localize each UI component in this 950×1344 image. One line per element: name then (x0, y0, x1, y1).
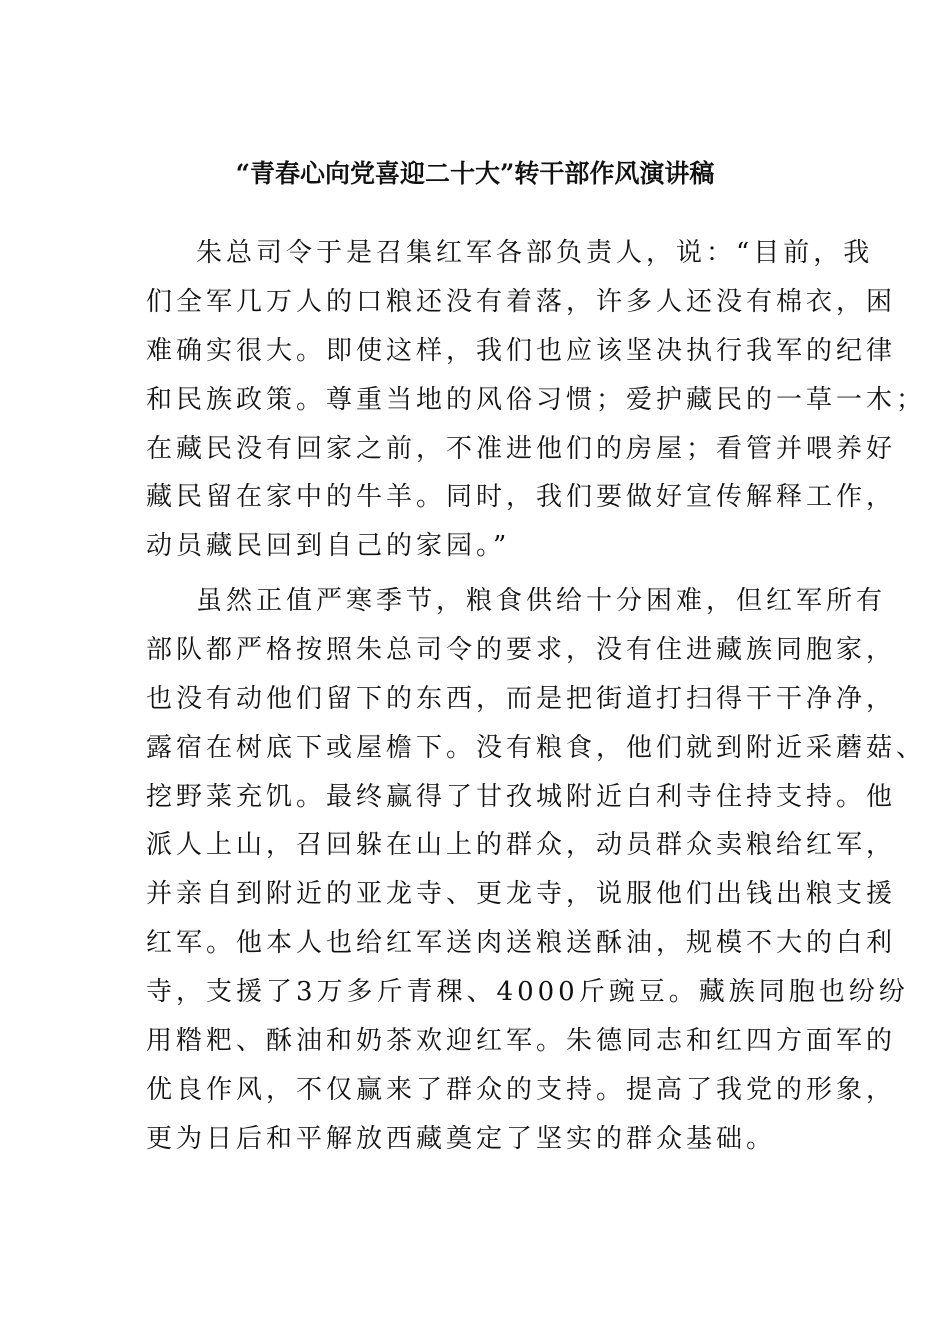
paragraph-line: 在藏民没有回家之前，不准进他们的房屋；看管并喂养好 (146, 433, 897, 464)
paragraph-line: 用糌粑、酥油和奶茶欢迎红军。朱德同志和红四方面军的 (146, 1026, 897, 1057)
paragraph-1 (146, 229, 927, 571)
paragraph-line: 优良作风，不仅赢来了群众的支持。提高了我党的形象， (146, 1074, 897, 1105)
paragraph-line: 朱总司令于是召集红军各部负责人，说：“目前，我 (196, 238, 874, 268)
paragraph-line: 难确实很大。即使这样，我们也应该坚决执行我军的纪律 (146, 335, 897, 366)
paragraph-2 (146, 577, 927, 1164)
paragraph-line: 部队都严格按照朱总司令的要求，没有住进藏族同胞家， (146, 634, 897, 665)
paragraph-line: 虽然正值严寒季节，粮食供给十分困难，但红军所有 (196, 586, 887, 616)
paragraph-line: 藏民留在家中的牛羊。同时，我们要做好宣传解释工作， (146, 482, 897, 513)
paragraph-line: 红军。他本人也给红军送肉送粮送酥油，规模不大的白利 (146, 928, 897, 959)
paragraph-line: 寺，支援了3万多斤青稞、4000斤豌豆。藏族同胞也纷纷 (146, 977, 909, 1008)
paragraph-line: 们全军几万人的口粮还没有着落，许多人还没有棉衣，困 (146, 286, 897, 317)
paragraph-line: 派人上山，召回躲在山上的群众，动员群众卖粮给红军， (146, 830, 897, 861)
paragraph-line: 露宿在树底下或屋檐下。没有粮食，他们就到附近采蘑菇、 (146, 732, 927, 763)
paragraph-line: 并亲自到附近的亚龙寺、更龙寺，说服他们出钱出粮支援 (146, 879, 897, 910)
paragraph-line: 也没有动他们留下的东西，而是把街道打扫得干干净净， (146, 683, 897, 714)
document-title: “青春心向党喜迎二十大”转干部作风演讲稿 (235, 159, 715, 188)
paragraph-line: 挖野菜充饥。最终赢得了甘孜城附近白利寺住持支持。他 (146, 781, 897, 812)
paragraph-line: 和民族政策。尊重当地的风俗习惯；爱护藏民的一草一木； (146, 384, 927, 415)
paragraph-line: 动员藏民回到自己的家园。” (146, 531, 511, 562)
paragraph-line: 更为日后和平解放西藏奠定了坚实的群众基础。 (146, 1123, 777, 1154)
